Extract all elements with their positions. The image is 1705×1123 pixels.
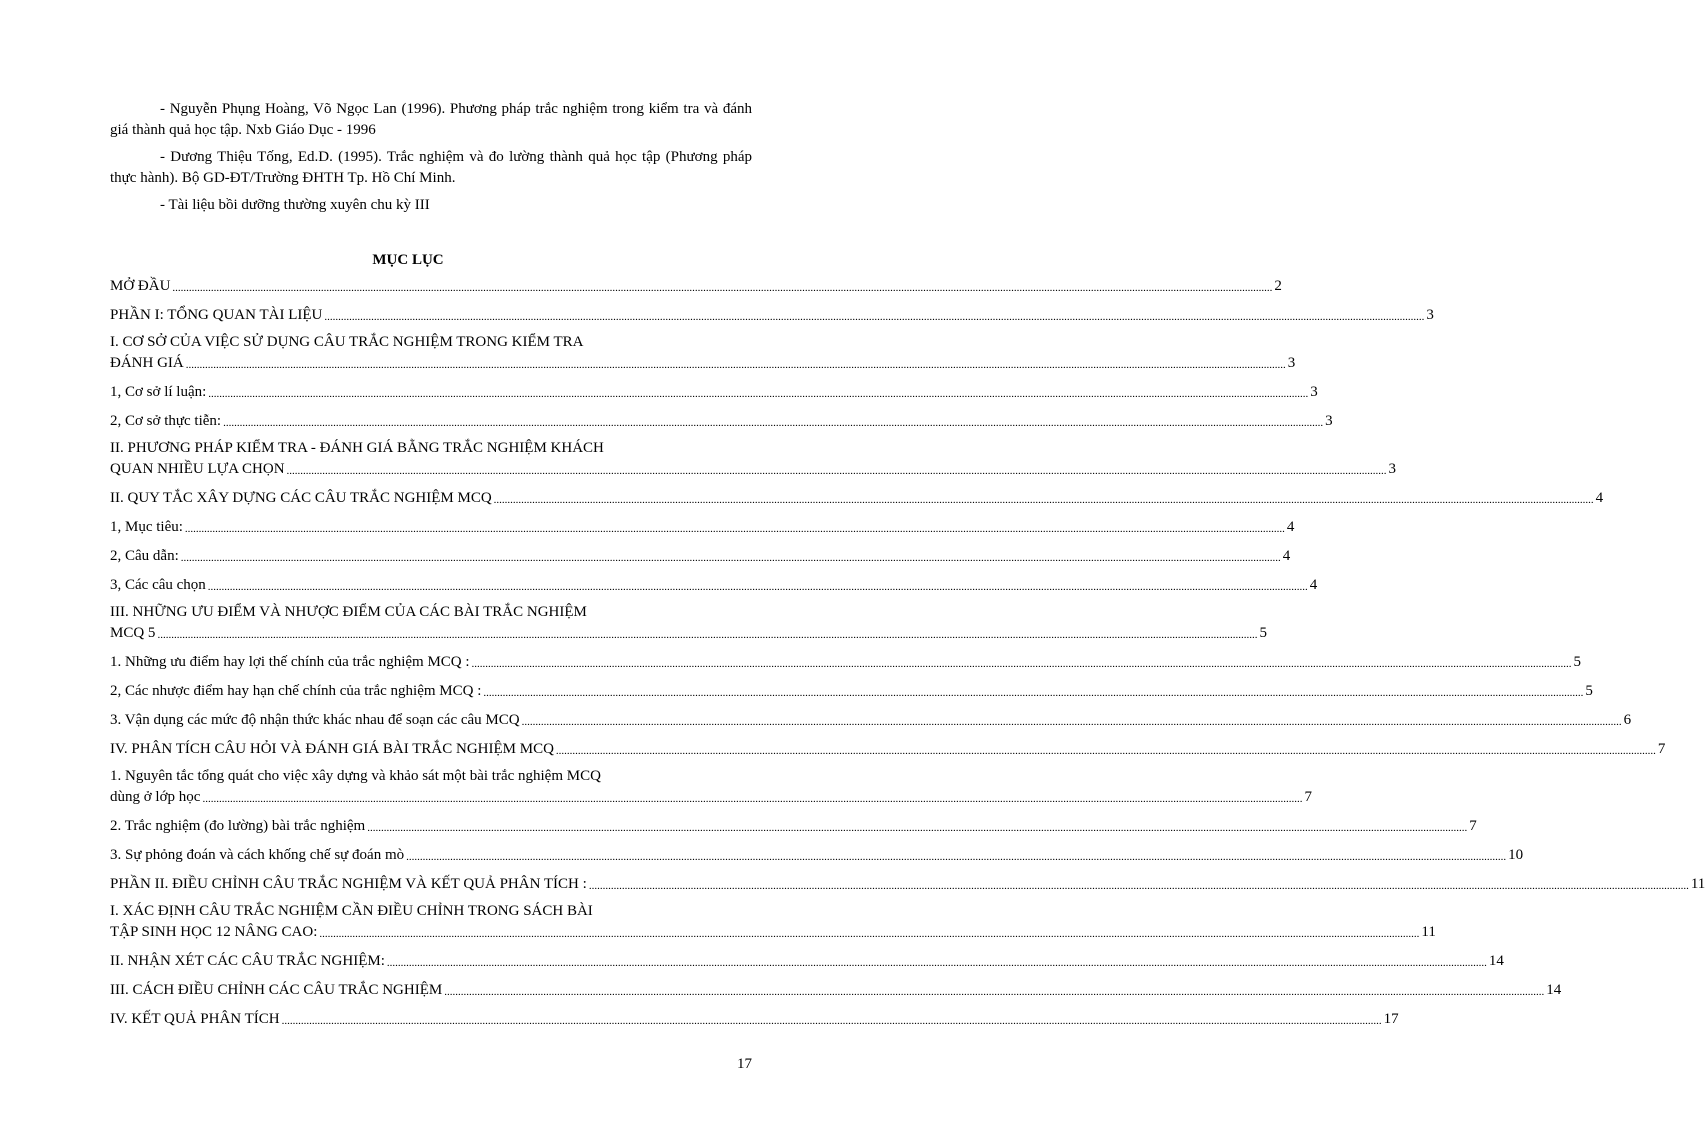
toc-page-number: 3 <box>1426 307 1434 323</box>
dot-leader: ................................................................................................................................................................................................................................................................................................................................................................................................................ <box>444 986 1545 998</box>
toc-entry-title: 2. Trắc nghiệm (đo lường) bài trắc nghiệm <box>110 818 366 834</box>
toc-entry-title: 3, Các câu chọn <box>110 577 206 593</box>
toc-entry-title: IV. KẾT QUẢ PHÂN TÍCH <box>110 1011 280 1027</box>
toc-entry <box>110 951 1504 970</box>
toc-entry <box>110 411 1333 430</box>
toc-entry <box>110 488 1604 507</box>
toc-page-number: 11 <box>1421 924 1436 940</box>
toc-entry <box>110 681 1593 700</box>
toc-entry <box>110 305 1434 324</box>
toc-heading: MỤC LỤC <box>372 252 444 268</box>
toc-entry-title-continued: TẬP SINH HỌC 12 NÂNG CAO: <box>110 924 318 940</box>
dot-leader: ................................................................................................................................................................................................................................................................................................................................................................................................................ <box>281 1015 1382 1027</box>
toc-entry <box>110 652 1582 671</box>
dot-leader: ................................................................................................................................................................................................................................................................................................................................................................................................................ <box>521 716 1622 728</box>
toc-entry-title: 3. Sự phỏng đoán và cách khống chế sự đoán mò <box>110 847 405 863</box>
toc-page-number: 4 <box>1286 519 1295 535</box>
toc-page-number: 14 <box>1488 953 1504 969</box>
toc-entry-title: IV. PHÂN TÍCH CÂU HỎI VÀ ĐÁNH GIÁ BÀI TRẮC NGHIỆM MCQ <box>110 741 554 757</box>
page-number: 17 <box>737 1056 752 1072</box>
dot-leader: ................................................................................................................................................................................................................................................................................................................................................................................................................ <box>367 822 1468 834</box>
dot-leader: ................................................................................................................................................................................................................................................................................................................................................................................................................ <box>555 745 1656 757</box>
toc-page-number: 3 <box>1287 355 1296 371</box>
toc-entry-title: III. NHỮNG ƯU ĐIỂM VÀ NHƯỢC ĐIỂM CỦA CÁC BÀI TRẮC NGHIỆM <box>110 604 587 620</box>
toc-page-number: 5 <box>1585 683 1593 699</box>
dot-leader: ................................................................................................................................................................................................................................................................................................................................................................................................................ <box>157 629 1258 641</box>
toc-entry <box>110 276 1282 295</box>
toc-entry-title-continued: ĐÁNH GIÁ <box>110 355 184 371</box>
dot-leader: ................................................................................................................................................................................................................................................................................................................................................................................................................ <box>493 494 1594 506</box>
toc-page-number: 5 <box>1259 625 1267 641</box>
toc-entry <box>110 546 1291 565</box>
toc-entry <box>110 739 1666 758</box>
reference-item: - Nguyễn Phụng Hoàng, Võ Ngọc Lan (1996). Phương pháp trắc nghiệm trong kiểm tra và đánh giá thành quả học tập. Nxb Giáo Dục - 1996 <box>110 101 752 138</box>
toc-entry-title-continued: dùng ở lớp học <box>110 789 201 805</box>
reference-item: - Tài liệu bồi dưỡng thường xuyên chu kỳ III <box>160 197 430 213</box>
toc-entry <box>110 517 1295 536</box>
dot-leader: ................................................................................................................................................................................................................................................................................................................................................................................................................ <box>184 523 1285 535</box>
toc-entry <box>110 710 1632 729</box>
toc-entry <box>110 334 1296 372</box>
toc-entry-title: 2, Cơ sở thực tiễn: <box>110 413 222 429</box>
toc-entry <box>110 604 1267 642</box>
toc-entry-title: 1. Nguyên tắc tổng quát cho việc xây dựng và khảo sát một bài trắc nghiệm MCQ <box>110 768 601 784</box>
toc-page-number: 4 <box>1595 490 1604 506</box>
reference-item: - Dương Thiệu Tống, Ed.D. (1995). Trắc nghiệm và đo lường thành quả học tập (Phương pháp thực hành). Bộ GD-ĐT/Trường ĐHTH Tp. Hồ Chí Minh. <box>110 149 752 186</box>
toc-entry-title: MỞ ĐẦU <box>110 278 171 294</box>
dot-leader: ................................................................................................................................................................................................................................................................................................................................................................................................................ <box>208 388 1309 400</box>
toc-entry-title: 1. Những ưu điểm hay lợi thế chính của trắc nghiệm MCQ : <box>110 654 470 670</box>
toc-entry <box>110 768 1312 806</box>
toc-page-number: 2 <box>1274 278 1282 294</box>
toc-entry-title: 3. Vận dụng các mức độ nhận thức khác nhau để soạn các câu MCQ <box>110 712 520 728</box>
toc-entry <box>110 440 1397 478</box>
dot-leader: ................................................................................................................................................................................................................................................................................................................................................................................................................ <box>286 465 1387 477</box>
toc-entry-title: II. NHẬN XÉT CÁC CÂU TRẮC NGHIỆM: <box>110 953 385 969</box>
toc-entry-title: 2, Các nhược điểm hay hạn chế chính của trắc nghiệm MCQ : <box>110 683 482 699</box>
dot-leader: ................................................................................................................................................................................................................................................................................................................................................................................................................ <box>386 957 1487 969</box>
toc-page-number: 3 <box>1310 384 1318 400</box>
toc-entry-title: 1, Mục tiêu: <box>110 519 183 535</box>
dot-leader: ................................................................................................................................................................................................................................................................................................................................................................................................................ <box>202 793 1303 805</box>
dot-leader: ................................................................................................................................................................................................................................................................................................................................................................................................................ <box>588 880 1689 892</box>
toc-entry <box>110 382 1318 401</box>
dot-leader: ................................................................................................................................................................................................................................................................................................................................................................................................................ <box>180 552 1281 564</box>
toc-page-number: 10 <box>1508 847 1524 863</box>
dot-leader: ................................................................................................................................................................................................................................................................................................................................................................................................................ <box>483 687 1584 699</box>
dot-leader: ................................................................................................................................................................................................................................................................................................................................................................................................................ <box>319 928 1420 940</box>
toc-entry-title-continued: MCQ 5 <box>110 625 156 641</box>
toc-entry-title: PHẦN I: TỔNG QUAN TÀI LIỆU <box>110 307 323 323</box>
dot-leader: ................................................................................................................................................................................................................................................................................................................................................................................................................ <box>223 417 1324 429</box>
toc-page-number: 3 <box>1388 461 1397 477</box>
toc-entry-title: III. CÁCH ĐIỀU CHỈNH CÁC CÂU TRẮC NGHIỆM <box>110 982 443 998</box>
toc-page-number: 5 <box>1573 654 1582 670</box>
toc-entry-title: II. QUY TẮC XÂY DỰNG CÁC CÂU TRẮC NGHIỆM MCQ <box>110 490 492 506</box>
table-of-contents <box>110 276 1705 1028</box>
toc-page-number: 14 <box>1546 982 1562 998</box>
toc-entry-title: 1, Cơ sở lí luận: <box>110 384 207 400</box>
dot-leader: ................................................................................................................................................................................................................................................................................................................................................................................................................ <box>185 359 1286 371</box>
toc-entry <box>110 1009 1399 1028</box>
dot-leader: ................................................................................................................................................................................................................................................................................................................................................................................................................ <box>172 282 1273 294</box>
toc-entry-title: PHẦN II. ĐIỀU CHỈNH CÂU TRẮC NGHIỆM VÀ KẾT QUẢ PHÂN TÍCH : <box>110 876 587 892</box>
toc-page-number: 7 <box>1304 789 1312 805</box>
toc-page-number: 4 <box>1282 548 1291 564</box>
toc-page-number: 3 <box>1325 413 1333 429</box>
dot-leader: ................................................................................................................................................................................................................................................................................................................................................................................................................ <box>406 851 1507 863</box>
dot-leader: ................................................................................................................................................................................................................................................................................................................................................................................................................ <box>324 311 1425 323</box>
toc-page-number: 4 <box>1309 577 1318 593</box>
dot-leader: ................................................................................................................................................................................................................................................................................................................................................................................................................ <box>471 658 1572 670</box>
references-section <box>110 99 752 222</box>
toc-entry <box>110 980 1562 999</box>
toc-entry-title: I. CƠ SỞ CỦA VIỆC SỬ DỤNG CÂU TRẮC NGHIỆM TRONG KIỂM TRA <box>110 334 584 350</box>
toc-entry <box>110 903 1436 941</box>
dot-leader: ................................................................................................................................................................................................................................................................................................................................................................................................................ <box>207 581 1308 593</box>
toc-entry-title: 2, Câu dẫn: <box>110 548 179 564</box>
toc-entry <box>110 816 1477 835</box>
toc-page-number: 11 <box>1690 876 1705 892</box>
toc-entry-title-continued: QUAN NHIỀU LỰA CHỌN <box>110 461 285 477</box>
toc-entry-title: II. PHƯƠNG PHÁP KIỂM TRA - ĐÁNH GIÁ BẰNG TRẮC NGHIỆM KHÁCH <box>110 440 604 456</box>
toc-entry <box>110 874 1705 893</box>
toc-entry <box>110 845 1524 864</box>
toc-page-number: 7 <box>1657 741 1666 757</box>
toc-entry-title: I. XÁC ĐỊNH CÂU TRẮC NGHIỆM CẦN ĐIỀU CHỈNH TRONG SÁCH BÀI <box>110 903 593 919</box>
toc-page-number: 17 <box>1383 1011 1399 1027</box>
toc-entry <box>110 575 1318 594</box>
toc-page-number: 6 <box>1623 712 1632 728</box>
toc-page-number: 7 <box>1469 818 1477 834</box>
